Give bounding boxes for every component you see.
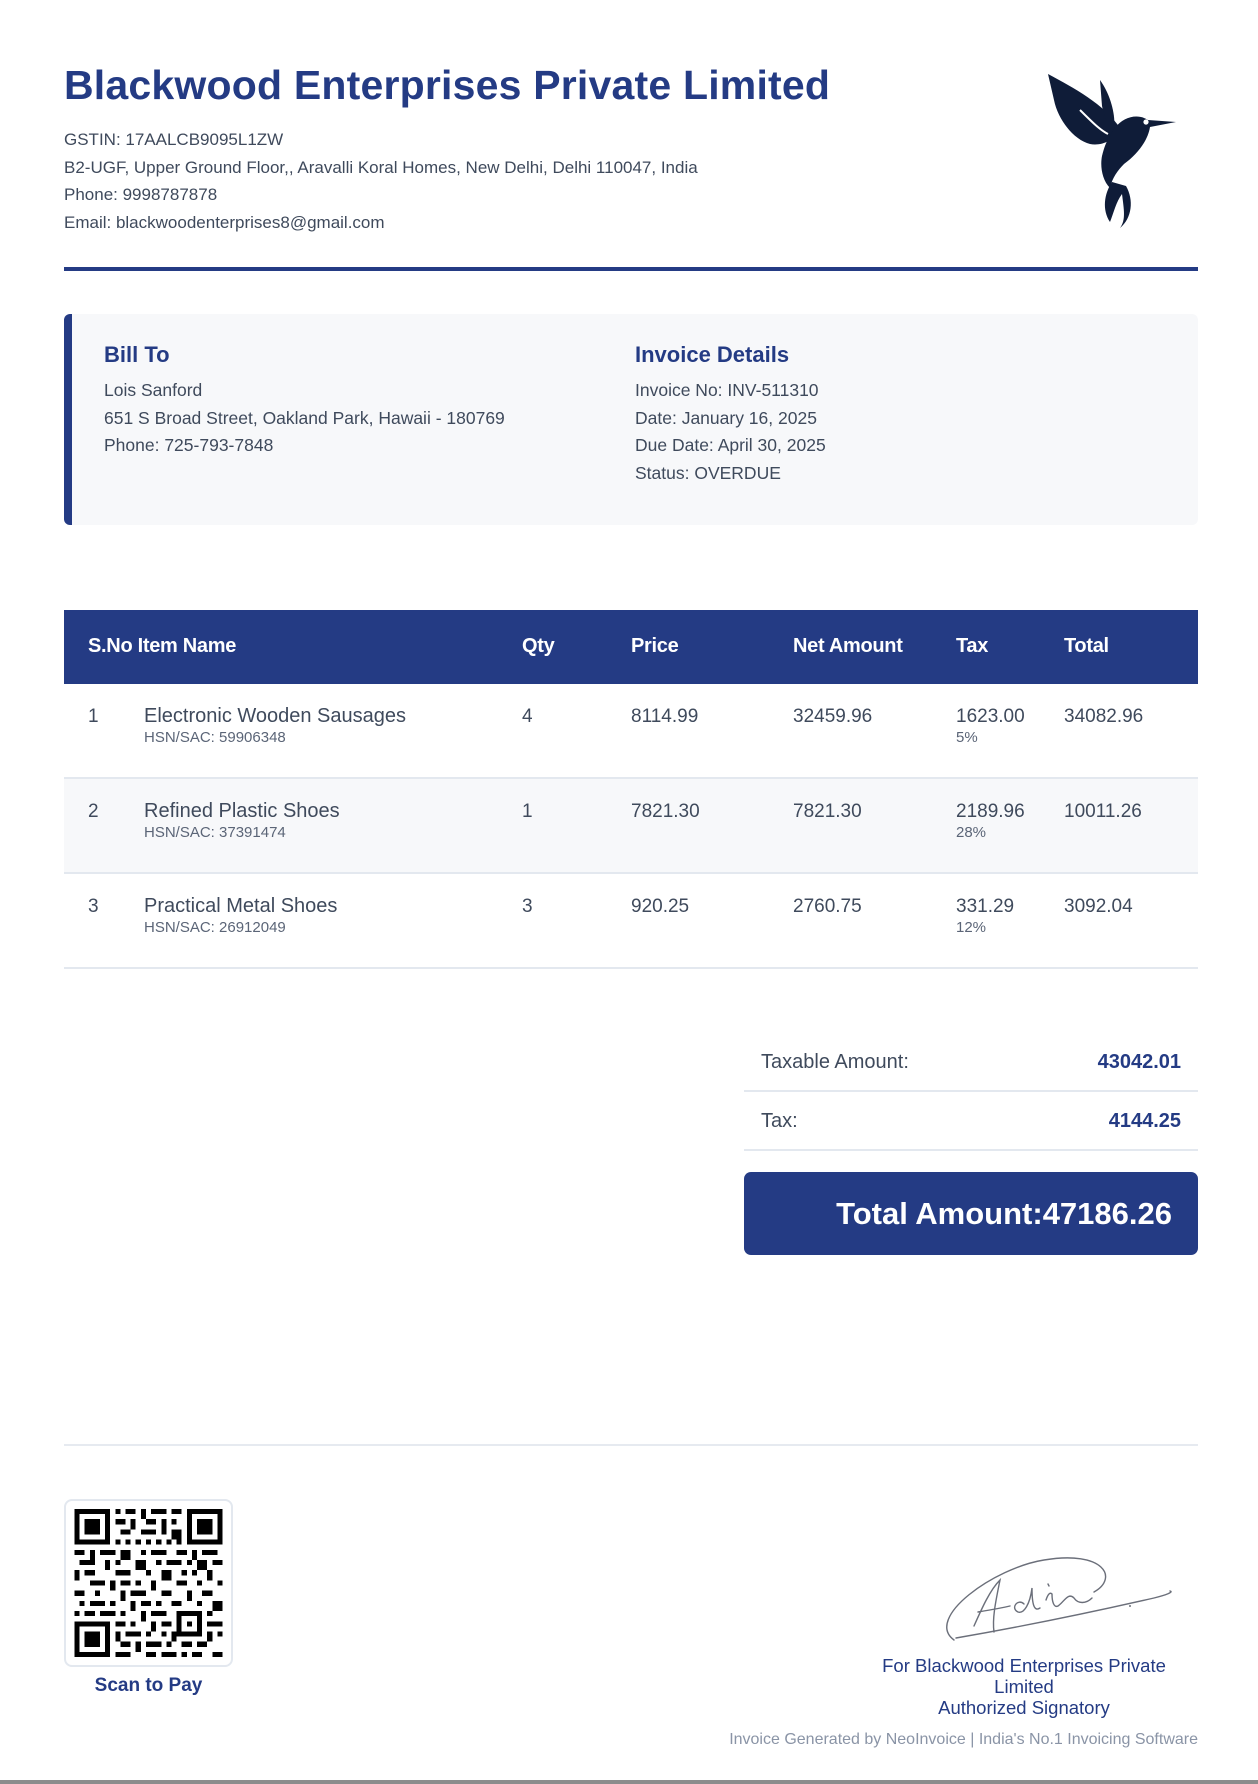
invoice-status: Status: OVERDUE	[635, 462, 781, 483]
row-total: 10011.26	[1064, 801, 1142, 822]
signatory-title: Authorized Signatory	[938, 1697, 1110, 1718]
tax-label: Tax:	[761, 1110, 798, 1132]
row-qty: 4	[522, 706, 533, 727]
row-tax: 331.29	[956, 896, 1015, 917]
qr-code-icon	[74, 1509, 223, 1657]
signatory-block	[874, 1655, 1174, 1718]
row-net-amount: 2760.75	[793, 896, 862, 917]
tax-row	[744, 1092, 1198, 1151]
invoice-page	[64, 0, 1198, 1784]
row-sno: 1	[88, 706, 99, 727]
totals-summary	[744, 1033, 1198, 1151]
row-item-name: Electronic Wooden Sausages	[144, 705, 407, 727]
header-qty: Qty	[522, 635, 555, 657]
row-net-amount: 32459.96	[793, 706, 873, 727]
row-item-name: Refined Plastic Shoes	[144, 800, 340, 822]
invoice-details-heading: Invoice Details	[635, 342, 790, 367]
invoice-number: Invoice No: INV-511310	[635, 380, 819, 400]
customer-phone: Phone: 725-793-7848	[104, 435, 274, 455]
page-bottom-edge	[0, 1780, 1258, 1784]
customer-name: Lois Sanford	[104, 380, 203, 400]
header-total: Total	[1064, 635, 1109, 657]
bill-to-heading: Bill To	[104, 342, 170, 367]
row-total: 3092.04	[1064, 896, 1133, 917]
table-header	[64, 610, 1198, 684]
invoice-date: Date: January 16, 2025	[635, 407, 817, 428]
generated-by-note: Invoice Generated by NeoInvoice | India's No.1 Invoicing Software	[729, 1731, 1198, 1748]
row-item-name: Practical Metal Shoes	[144, 895, 338, 917]
bill-to-panel	[64, 314, 1198, 525]
row-qty: 3	[522, 896, 533, 917]
taxable-amount-label: Taxable Amount:	[761, 1051, 909, 1073]
footer-divider	[64, 1444, 1198, 1446]
row-tax: 2189.96	[956, 801, 1025, 822]
taxable-amount-row	[744, 1033, 1198, 1092]
customer-address: 651 S Broad Street, Oakland Park, Hawaii - 180769	[104, 407, 505, 428]
row-price: 8114.99	[631, 706, 699, 727]
taxable-amount-value: 43042.01	[1097, 1051, 1181, 1073]
signature-image	[934, 1548, 1214, 1648]
company-email: Email: blackwoodenterprises8@gmail.com	[64, 212, 385, 232]
company-address: B2-UGF, Upper Ground Floor,, Aravalli Koral Homes, New Delhi, Delhi 110047, India	[64, 157, 698, 177]
items-table	[64, 610, 1198, 969]
header-divider	[64, 267, 1198, 271]
row-tax-rate: 28%	[956, 824, 987, 841]
row-tax: 1623.00	[956, 706, 1025, 727]
row-total: 34082.96	[1064, 706, 1144, 727]
tax-value: 4144.25	[1108, 1110, 1181, 1132]
row-price: 920.25	[631, 896, 690, 917]
company-info	[64, 126, 698, 236]
row-tax-rate: 5%	[956, 729, 978, 746]
header-price: Price	[631, 635, 679, 657]
row-qty: 1	[522, 801, 533, 822]
invoice-due-date: Due Date: April 30, 2025	[635, 435, 826, 455]
header-sno-item: S.No Item Name	[88, 635, 237, 657]
table-row	[64, 779, 1198, 874]
row-hsn: HSN/SAC: 59906348	[144, 729, 286, 746]
payment-qr-code[interactable]	[64, 1499, 233, 1667]
row-sno: 2	[88, 801, 99, 822]
hummingbird-logo-icon	[1044, 70, 1184, 230]
table-row	[64, 874, 1198, 969]
scan-to-pay-label: Scan to Pay	[94, 1675, 203, 1696]
invoice-details-section	[635, 342, 826, 487]
bill-to-section	[104, 342, 505, 460]
header-tax: Tax	[956, 635, 989, 657]
table-row	[64, 684, 1198, 779]
row-price: 7821.30	[631, 801, 700, 822]
row-hsn: HSN/SAC: 26912049	[144, 919, 286, 936]
row-hsn: HSN/SAC: 37391474	[144, 824, 286, 841]
company-phone: Phone: 9998787878	[64, 185, 218, 204]
company-gstin: GSTIN: 17AALCB9095L1ZW	[64, 130, 284, 149]
company-name: Blackwood Enterprises Private Limited	[64, 62, 831, 108]
row-tax-rate: 12%	[956, 919, 987, 936]
signatory-company: For Blackwood Enterprises Private Limited	[882, 1655, 1166, 1697]
total-amount-banner: Total Amount:47186.26	[744, 1172, 1198, 1255]
row-sno: 3	[88, 896, 99, 917]
header-net-amount: Net Amount	[793, 635, 903, 657]
row-net-amount: 7821.30	[793, 801, 862, 822]
